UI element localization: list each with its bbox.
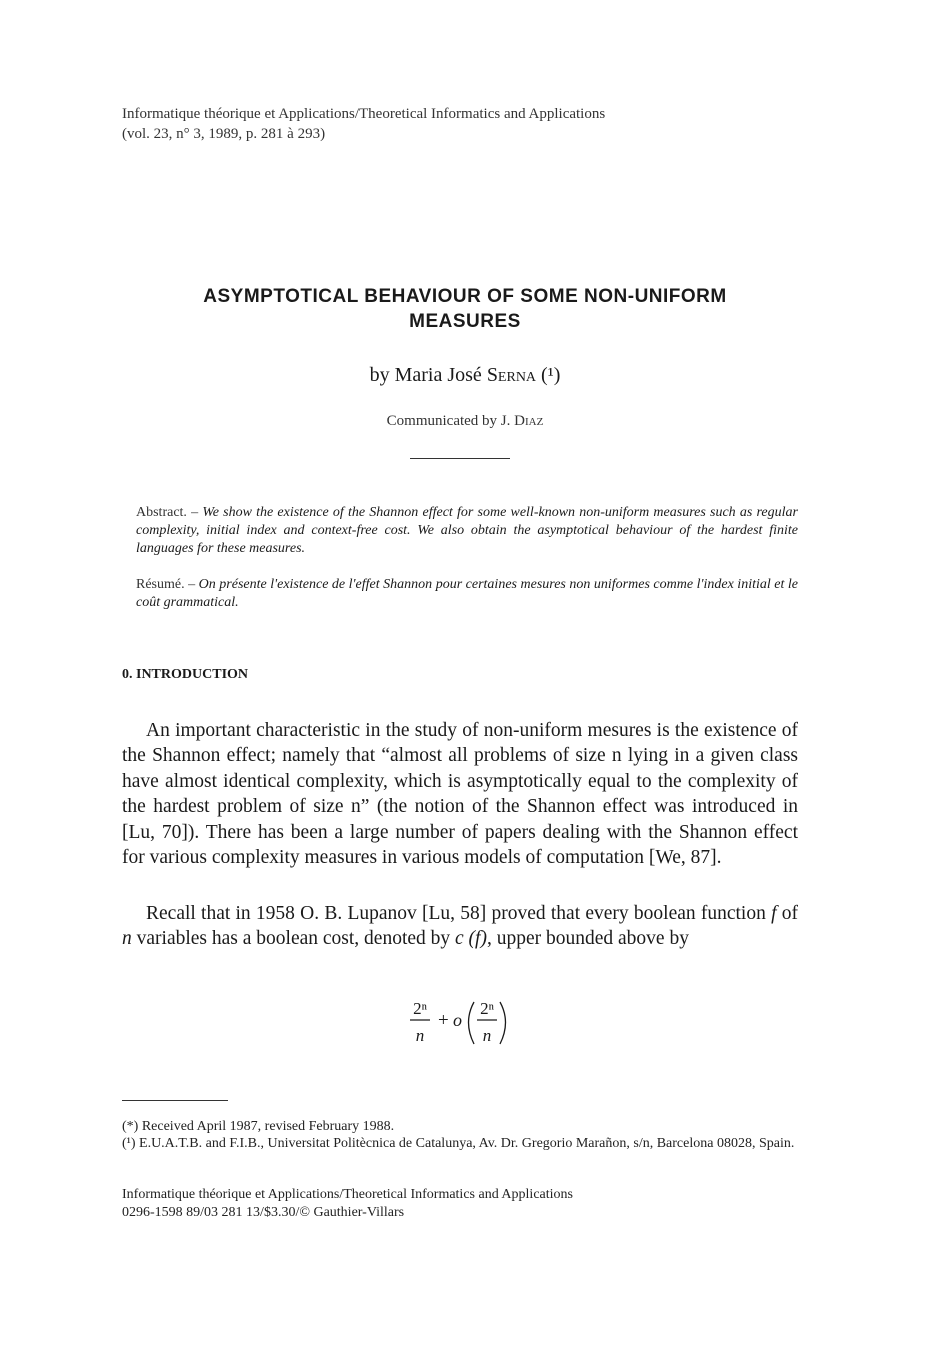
abstract-label: Abstract. – — [136, 505, 203, 520]
footer-line2: 0296-1598 89/03 281 13/$3.30/© Gauthier-Villars — [122, 1205, 405, 1220]
p2-text-b: of — [776, 903, 798, 924]
journal-header-line1: Informatique théorique et Applications/Theoretical Informatics and Applications — [122, 106, 606, 122]
journal-header — [122, 104, 605, 144]
paper-title — [100, 284, 830, 334]
title-separator-rule — [410, 458, 510, 459]
author-surname: Serna — [486, 364, 537, 386]
communicator-name: Diaz — [514, 413, 544, 429]
paper-title-line2: MEASURES — [409, 311, 521, 332]
communicated-prefix: Communicated by J. — [386, 413, 515, 429]
footnote-received: (*) Received April 1987, revised February 1988. — [122, 1119, 395, 1134]
communicated-by — [100, 411, 830, 431]
formula-numerator-2: 2ⁿ — [480, 999, 494, 1018]
paragraph-lupanov — [122, 901, 798, 952]
p2-text-d: , upper bounded above by — [486, 928, 689, 950]
p2-text-c: variables has a boolean cost, denoted by — [131, 928, 456, 950]
abstract-text: We show the existence of the Shannon effect for some well-known non-uniform measures such as regular complexity, initial index and context-free cost. We also obtain the asymptotical behaviour of the hardest finite languages for these measures. — [136, 505, 798, 556]
formula-plus: + — [438, 1010, 449, 1031]
formula-little-o: o — [453, 1010, 462, 1030]
formula-denominator-1: n — [415, 1026, 425, 1045]
formula-upper-bound — [400, 994, 540, 1054]
p2-cost-cf: c (f) — [455, 928, 487, 950]
page-footer — [122, 1186, 573, 1222]
footer-line1: Informatique théorique et Applications/Theoretical Informatics and Applications — [122, 1187, 573, 1202]
formula-denominator-2: n — [482, 1026, 492, 1045]
footnote-affiliation: (¹) E.U.A.T.B. and F.I.B., Universitat Politècnica de Catalunya, Av. Dr. Gregorio Marañon, s/n, Barcelona 08028, Spain. — [122, 1136, 795, 1151]
author-prefix: by Maria José — [369, 364, 487, 386]
paragraph-intro: An important characteristic in the study of non-uniform mesures is the existence of the Shannon effect; namely that “almost all problems of size n lying in a given class have almost identical complexity, which is asymptotically equal to the complexity of the hardest problem of size n” (the notion of the Shannon effect was introduced in [Lu, 70]). There has been a large number of papers dealing with the Shannon effect for various complexity measures in various models of computation [We, 87]. — [122, 720, 798, 869]
journal-header-line2: (vol. 23, n° 3, 1989, p. 281 à 293) — [122, 126, 326, 142]
paper-title-line1: ASYMPTOTICAL BEHAVIOUR OF SOME NON-UNIFORM — [203, 286, 727, 307]
formula-numerator-1: 2ⁿ — [413, 999, 427, 1018]
p2-var-n: n — [122, 928, 132, 950]
formula-right-paren — [500, 1002, 506, 1044]
abstract — [136, 504, 798, 558]
formula-left-paren — [469, 1002, 475, 1044]
resume-text: On présente l'existence de l'effet Shannon pour certaines mesures non uniformes comme l'index initial et le coût grammatical. — [136, 577, 799, 610]
author-line — [100, 362, 830, 388]
footnote-separator-rule — [122, 1100, 228, 1101]
p2-text-a: Recall that in 1958 O. B. Lupanov [Lu, 58] proved that every boolean function — [146, 903, 772, 924]
resume — [136, 576, 798, 612]
resume-label: Résumé. – — [136, 577, 199, 592]
section-heading: 0. INTRODUCTION — [122, 667, 249, 682]
p2-var-f: f — [771, 903, 777, 924]
author-footnote-ref: (¹) — [536, 364, 561, 386]
